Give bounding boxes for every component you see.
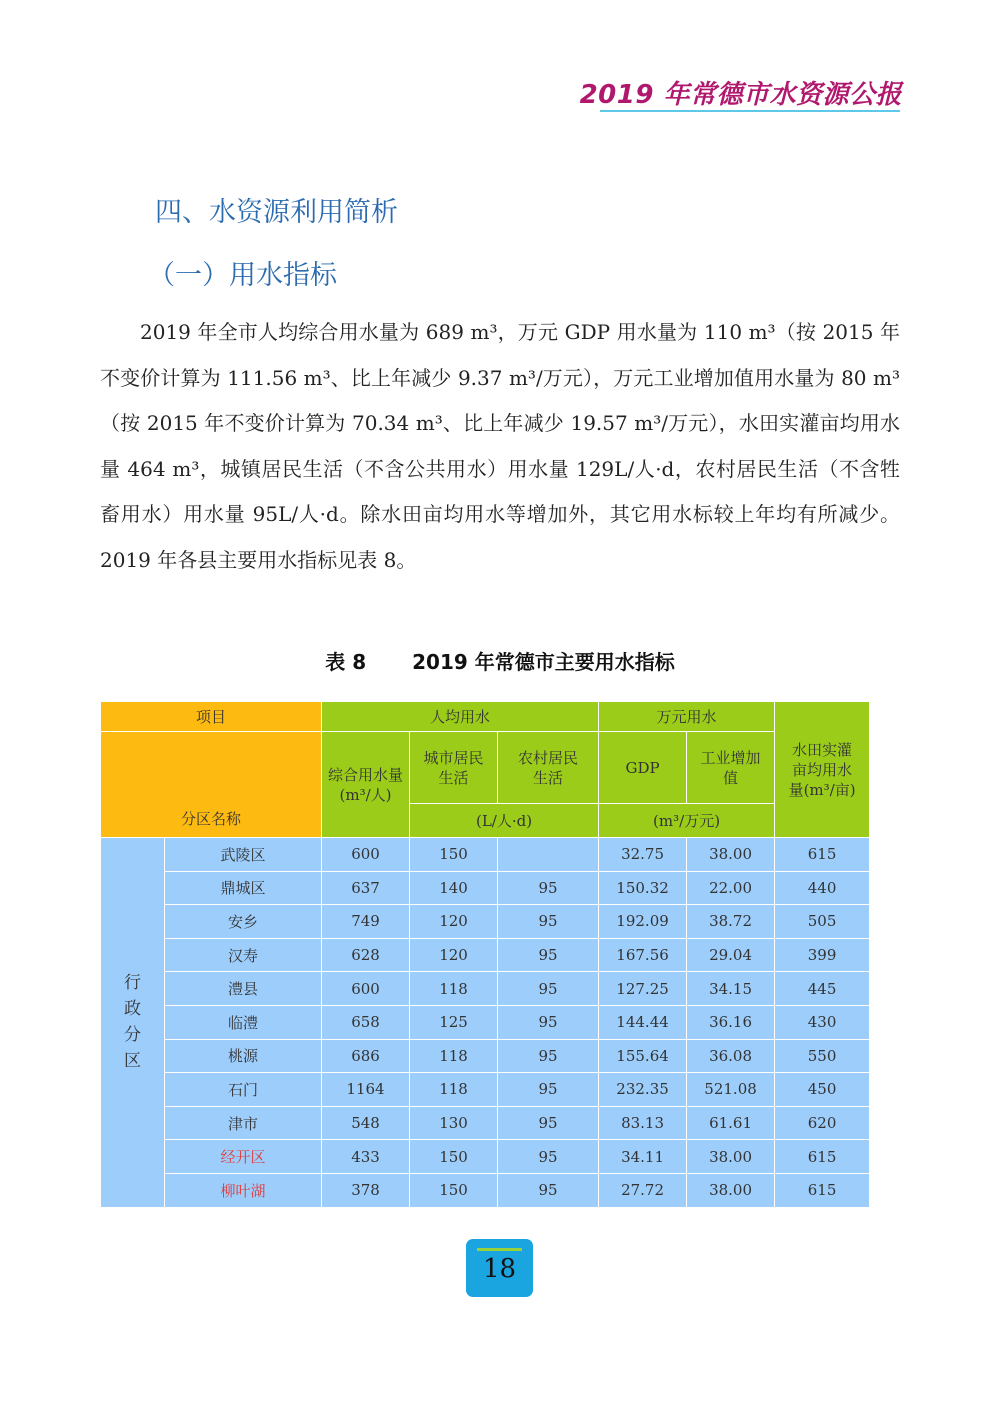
cell-gdp: 27.72 — [599, 1173, 687, 1207]
cell-name: 石门 — [165, 1073, 322, 1107]
cell-rural: 95 — [498, 938, 599, 972]
table-row — [101, 972, 870, 1006]
water-use-table — [100, 701, 870, 1208]
cell-rural: 95 — [498, 972, 599, 1006]
table-row — [101, 838, 870, 872]
cell-rural: 95 — [498, 1039, 599, 1073]
cell-rural: 95 — [498, 871, 599, 905]
cell-gdp: 167.56 — [599, 938, 687, 972]
cell-gdp: 155.64 — [599, 1039, 687, 1073]
page-badge-bar — [477, 1248, 522, 1251]
cell-rural: 95 — [498, 1140, 599, 1174]
cell-composite: 548 — [322, 1106, 410, 1140]
cell-composite: 600 — [322, 838, 410, 872]
table-row — [101, 1039, 870, 1073]
cell-industry: 521.08 — [687, 1073, 775, 1107]
cell-urban: 130 — [410, 1106, 498, 1140]
header-per-10k: 万元用水 — [599, 702, 775, 732]
cell-paddy: 550 — [775, 1039, 870, 1073]
header-unit-m3: (m³/万元) — [599, 804, 775, 838]
cell-name: 汉寿 — [165, 938, 322, 972]
cell-paddy: 430 — [775, 1005, 870, 1039]
cell-industry: 34.15 — [687, 972, 775, 1006]
header-per-capita: 人均用水 — [322, 702, 599, 732]
cell-paddy: 399 — [775, 938, 870, 972]
cell-gdp: 127.25 — [599, 972, 687, 1006]
header-divider — [600, 110, 900, 112]
cell-paddy: 505 — [775, 905, 870, 939]
cell-name: 临澧 — [165, 1005, 322, 1039]
cell-urban: 118 — [410, 972, 498, 1006]
cell-rural: 95 — [498, 1106, 599, 1140]
group-label-char: 行 — [124, 973, 141, 994]
cell-industry: 36.16 — [687, 1005, 775, 1039]
cell-name: 桃源 — [165, 1039, 322, 1073]
cell-gdp: 232.35 — [599, 1073, 687, 1107]
header-item-cell — [101, 702, 322, 732]
cell-industry: 61.61 — [687, 1106, 775, 1140]
cell-urban: 120 — [410, 938, 498, 972]
cell-gdp: 144.44 — [599, 1005, 687, 1039]
table-caption — [0, 646, 1000, 675]
table-body — [101, 838, 870, 1208]
cell-composite: 378 — [322, 1173, 410, 1207]
cell-name: 安乡 — [165, 905, 322, 939]
section-subheading: （一）用水指标 — [148, 260, 337, 291]
cell-rural: 95 — [498, 905, 599, 939]
cell-paddy: 440 — [775, 871, 870, 905]
cell-gdp: 83.13 — [599, 1106, 687, 1140]
table-row — [101, 1073, 870, 1107]
page-number: 18 — [482, 1254, 517, 1284]
cell-industry: 22.00 — [687, 871, 775, 905]
table-row — [101, 938, 870, 972]
cell-paddy: 615 — [775, 1140, 870, 1174]
table-row — [101, 1140, 870, 1174]
cell-urban: 118 — [410, 1039, 498, 1073]
group-label-char: 政 — [124, 999, 141, 1020]
cell-composite: 1164 — [322, 1073, 410, 1107]
cell-urban: 150 — [410, 1173, 498, 1207]
table-row — [101, 871, 870, 905]
body-paragraph: 2019 年全市人均综合用水量为 689 m³，万元 GDP 用水量为 110 m³（按 2015 年不变价计算为 111.56 m³、比上年减少 9.37 m³/万元），万元工业增加值用水量为 80 m³（按 2015 年不变价计算为 70.34 m³、比上年减少 19.57 m³/万元），水田实灌亩均用水量 464 m³，城镇居民生活（不含公共用水）用水量 129L/人·d，农村居民生活（不含牲畜用水）用水量 95L/人·d。除水田亩均用水等增加外，其它用水标较上年均有所减少。2019 年各县主要用水指标见表 8。 — [100, 320, 900, 572]
page-number-badge — [466, 1239, 533, 1297]
cell-urban: 120 — [410, 905, 498, 939]
cell-industry: 38.00 — [687, 838, 775, 872]
cell-composite: 628 — [322, 938, 410, 972]
cell-urban: 150 — [410, 1140, 498, 1174]
cell-gdp: 150.32 — [599, 871, 687, 905]
group-label-char: 区 — [124, 1051, 141, 1072]
cell-industry: 29.04 — [687, 938, 775, 972]
header-urban: 城市居民生活 — [410, 732, 498, 804]
cell-paddy: 615 — [775, 838, 870, 872]
cell-composite: 600 — [322, 972, 410, 1006]
cell-name: 柳叶湖 — [165, 1173, 322, 1207]
cell-industry: 38.00 — [687, 1173, 775, 1207]
cell-rural: 95 — [498, 1173, 599, 1207]
report-title: 2019 年常德市水资源公报 — [579, 80, 902, 110]
cell-gdp: 192.09 — [599, 905, 687, 939]
cell-paddy: 620 — [775, 1106, 870, 1140]
cell-urban: 118 — [410, 1073, 498, 1107]
cell-industry: 38.00 — [687, 1140, 775, 1174]
table-row — [101, 1173, 870, 1207]
table-caption-title: 2019 年常德市主要用水指标 — [412, 650, 675, 674]
section-heading: 四、水资源利用简析 — [155, 197, 398, 228]
cell-composite: 658 — [322, 1005, 410, 1039]
group-label-char: 分 — [124, 1025, 141, 1046]
header-industry: 工业增加值 — [687, 732, 775, 804]
header-item: 项目 — [196, 708, 227, 726]
header-composite-unit: (m³/人) — [339, 785, 392, 804]
table-row — [101, 1005, 870, 1039]
cell-composite: 637 — [322, 871, 410, 905]
cell-paddy: 615 — [775, 1173, 870, 1207]
header-composite-cell — [322, 732, 410, 838]
cell-name: 澧县 — [165, 972, 322, 1006]
cell-gdp: 34.11 — [599, 1140, 687, 1174]
header-gdp: GDP — [599, 732, 687, 804]
cell-urban: 125 — [410, 1005, 498, 1039]
header-rural: 农村居民生活 — [498, 732, 599, 804]
cell-paddy: 445 — [775, 972, 870, 1006]
header-region-cell — [101, 732, 322, 838]
cell-rural — [498, 838, 599, 872]
cell-name: 鼎城区 — [165, 871, 322, 905]
cell-industry: 38.72 — [687, 905, 775, 939]
cell-gdp: 32.75 — [599, 838, 687, 872]
table-row — [101, 905, 870, 939]
cell-composite: 686 — [322, 1039, 410, 1073]
cell-name: 津市 — [165, 1106, 322, 1140]
group-label-cell — [101, 838, 165, 1208]
cell-name: 武陵区 — [165, 838, 322, 872]
cell-name: 经开区 — [165, 1140, 322, 1174]
cell-paddy: 450 — [775, 1073, 870, 1107]
cell-composite: 749 — [322, 905, 410, 939]
cell-urban: 150 — [410, 838, 498, 872]
header-composite: 综合用水量 — [328, 765, 404, 784]
cell-rural: 95 — [498, 1005, 599, 1039]
table-row — [101, 1106, 870, 1140]
cell-urban: 140 — [410, 871, 498, 905]
cell-industry: 36.08 — [687, 1039, 775, 1073]
cell-rural: 95 — [498, 1073, 599, 1107]
table-caption-label: 表 8 — [325, 650, 367, 674]
cell-composite: 433 — [322, 1140, 410, 1174]
header-paddy: 水田实灌亩均用水量(m³/亩) — [775, 702, 870, 838]
header-unit-l: (L/人·d) — [410, 804, 599, 838]
header-region: 分区名称 — [181, 810, 242, 828]
